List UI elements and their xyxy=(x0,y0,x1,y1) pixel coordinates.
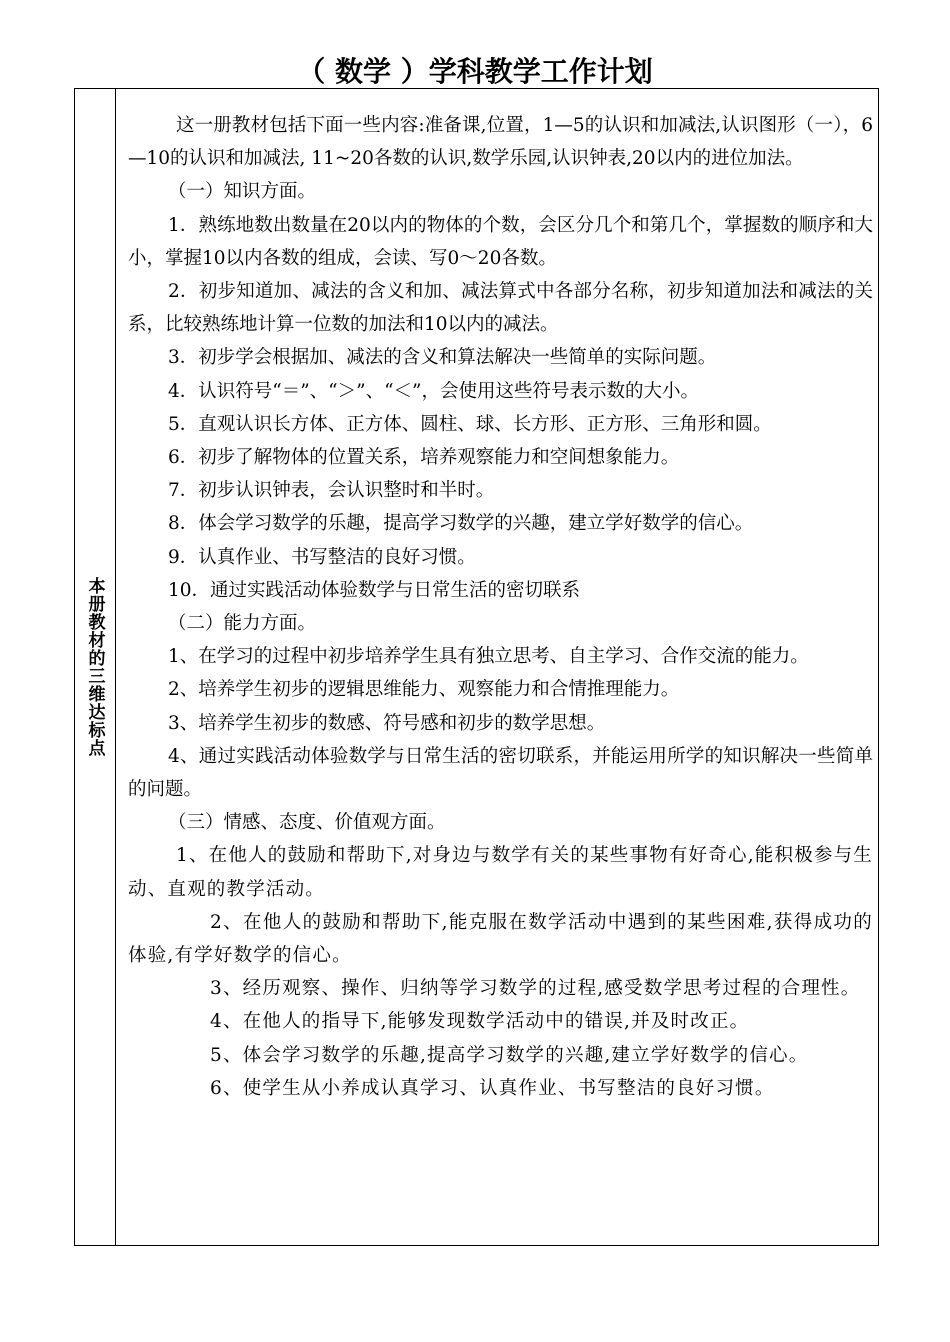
knowledge-item-8: 8．体会学习数学的乐趣，提高学习数学的兴趣，建立学好数学的信心。 xyxy=(168,513,754,535)
ability-item-2: 2、培养学生初步的逻辑思维能力、观察能力和合情推理能力。 xyxy=(168,679,680,701)
row-label: 本册教材的三维达标点 xyxy=(84,577,105,757)
knowledge-item-5: 5．直观认识长方体、正方体、圆柱、球、长方形、正方形、三角形和圆。 xyxy=(168,413,772,435)
emotion-item-2: 2、在他人的鼓励和帮助下,能克服在数学活动中遇到的某些困难,获得成功的体验,有学好数学的信心。 xyxy=(128,911,873,967)
knowledge-item-10: 10．通过实践活动体验数学与日常生活的密切联系 xyxy=(168,579,581,601)
emotion-item-5: 5、体会学习数学的乐趣,提高学习数学的兴趣,建立学好数学的信心。 xyxy=(210,1044,809,1066)
ability-item-3: 3、培养学生初步的数感、符号感和初步的数学思想。 xyxy=(168,712,606,734)
section-heading-ability: （二）能力方面。 xyxy=(168,613,317,635)
knowledge-item-7: 7．初步认识钟表，会认识整时和半时。 xyxy=(168,480,495,502)
ability-item-1: 1、在学习的过程中初步培养学生具有独立思考、自主学习、合作交流的能力。 xyxy=(168,646,809,668)
emotion-item-1: 1、在他人的鼓励和帮助下,对身边与数学有关的某些事物有好奇心,能积极参与生动、直观的教学活动。 xyxy=(128,845,873,900)
section-heading-emotion: （三）情感、态度、价值观方面。 xyxy=(168,812,446,834)
content-cell xyxy=(128,109,873,1105)
knowledge-item-1: 1．熟练地数出数量在20以内的物体的个数，会区分几个和第几个，掌握数的顺序和大小，掌握10以内各数的组成，会读、写0～20各数。 xyxy=(128,214,873,269)
knowledge-item-9: 9．认真作业、书写整洁的良好习惯。 xyxy=(168,546,476,568)
page-title: （ 数学 ）学科教学工作计划 xyxy=(297,55,653,88)
emotion-item-6: 6、使学生从小养成认真学习、认真作业、书写整洁的良好习惯。 xyxy=(210,1077,775,1099)
emotion-item-3: 3、经历观察、操作、归纳等学习数学的过程,感受数学思考过程的合理性。 xyxy=(210,978,861,1000)
intro-paragraph: 这一册教材包括下面一些内容:准备课,位置，1—5的认识和加减法,认识图形（一），6—10的认识和加减法, 11~20各数的认识,数学乐园,认识钟表,20以内的进位加法。 xyxy=(128,115,873,170)
row-label-cell xyxy=(75,89,116,1245)
section-heading-knowledge: （一）知识方面。 xyxy=(168,181,317,203)
knowledge-item-2: 2．初步知道加、减法的含义和加、减法算式中各部分名称，初步知道加法和减法的关系，比较熟练地计算一位数的加法和10以内的减法。 xyxy=(128,281,873,336)
plan-table xyxy=(74,88,879,1246)
ability-item-4: 4、通过实践活动体验数学与日常生活的密切联系，并能运用所学的知识解决一些简单的问题。 xyxy=(128,745,873,801)
knowledge-item-3: 3．初步学会根据加、减法的含义和算法解决一些简单的实际问题。 xyxy=(168,347,717,369)
knowledge-item-4: 4．认识符号“＝”、“＞”、“＜”，会使用这些符号表示数的大小。 xyxy=(168,380,700,402)
emotion-item-4: 4、在他人的指导下,能够发现数学活动中的错误,并及时改正。 xyxy=(210,1011,750,1033)
knowledge-item-6: 6．初步了解物体的位置关系，培养观察能力和空间想象能力。 xyxy=(168,447,680,469)
